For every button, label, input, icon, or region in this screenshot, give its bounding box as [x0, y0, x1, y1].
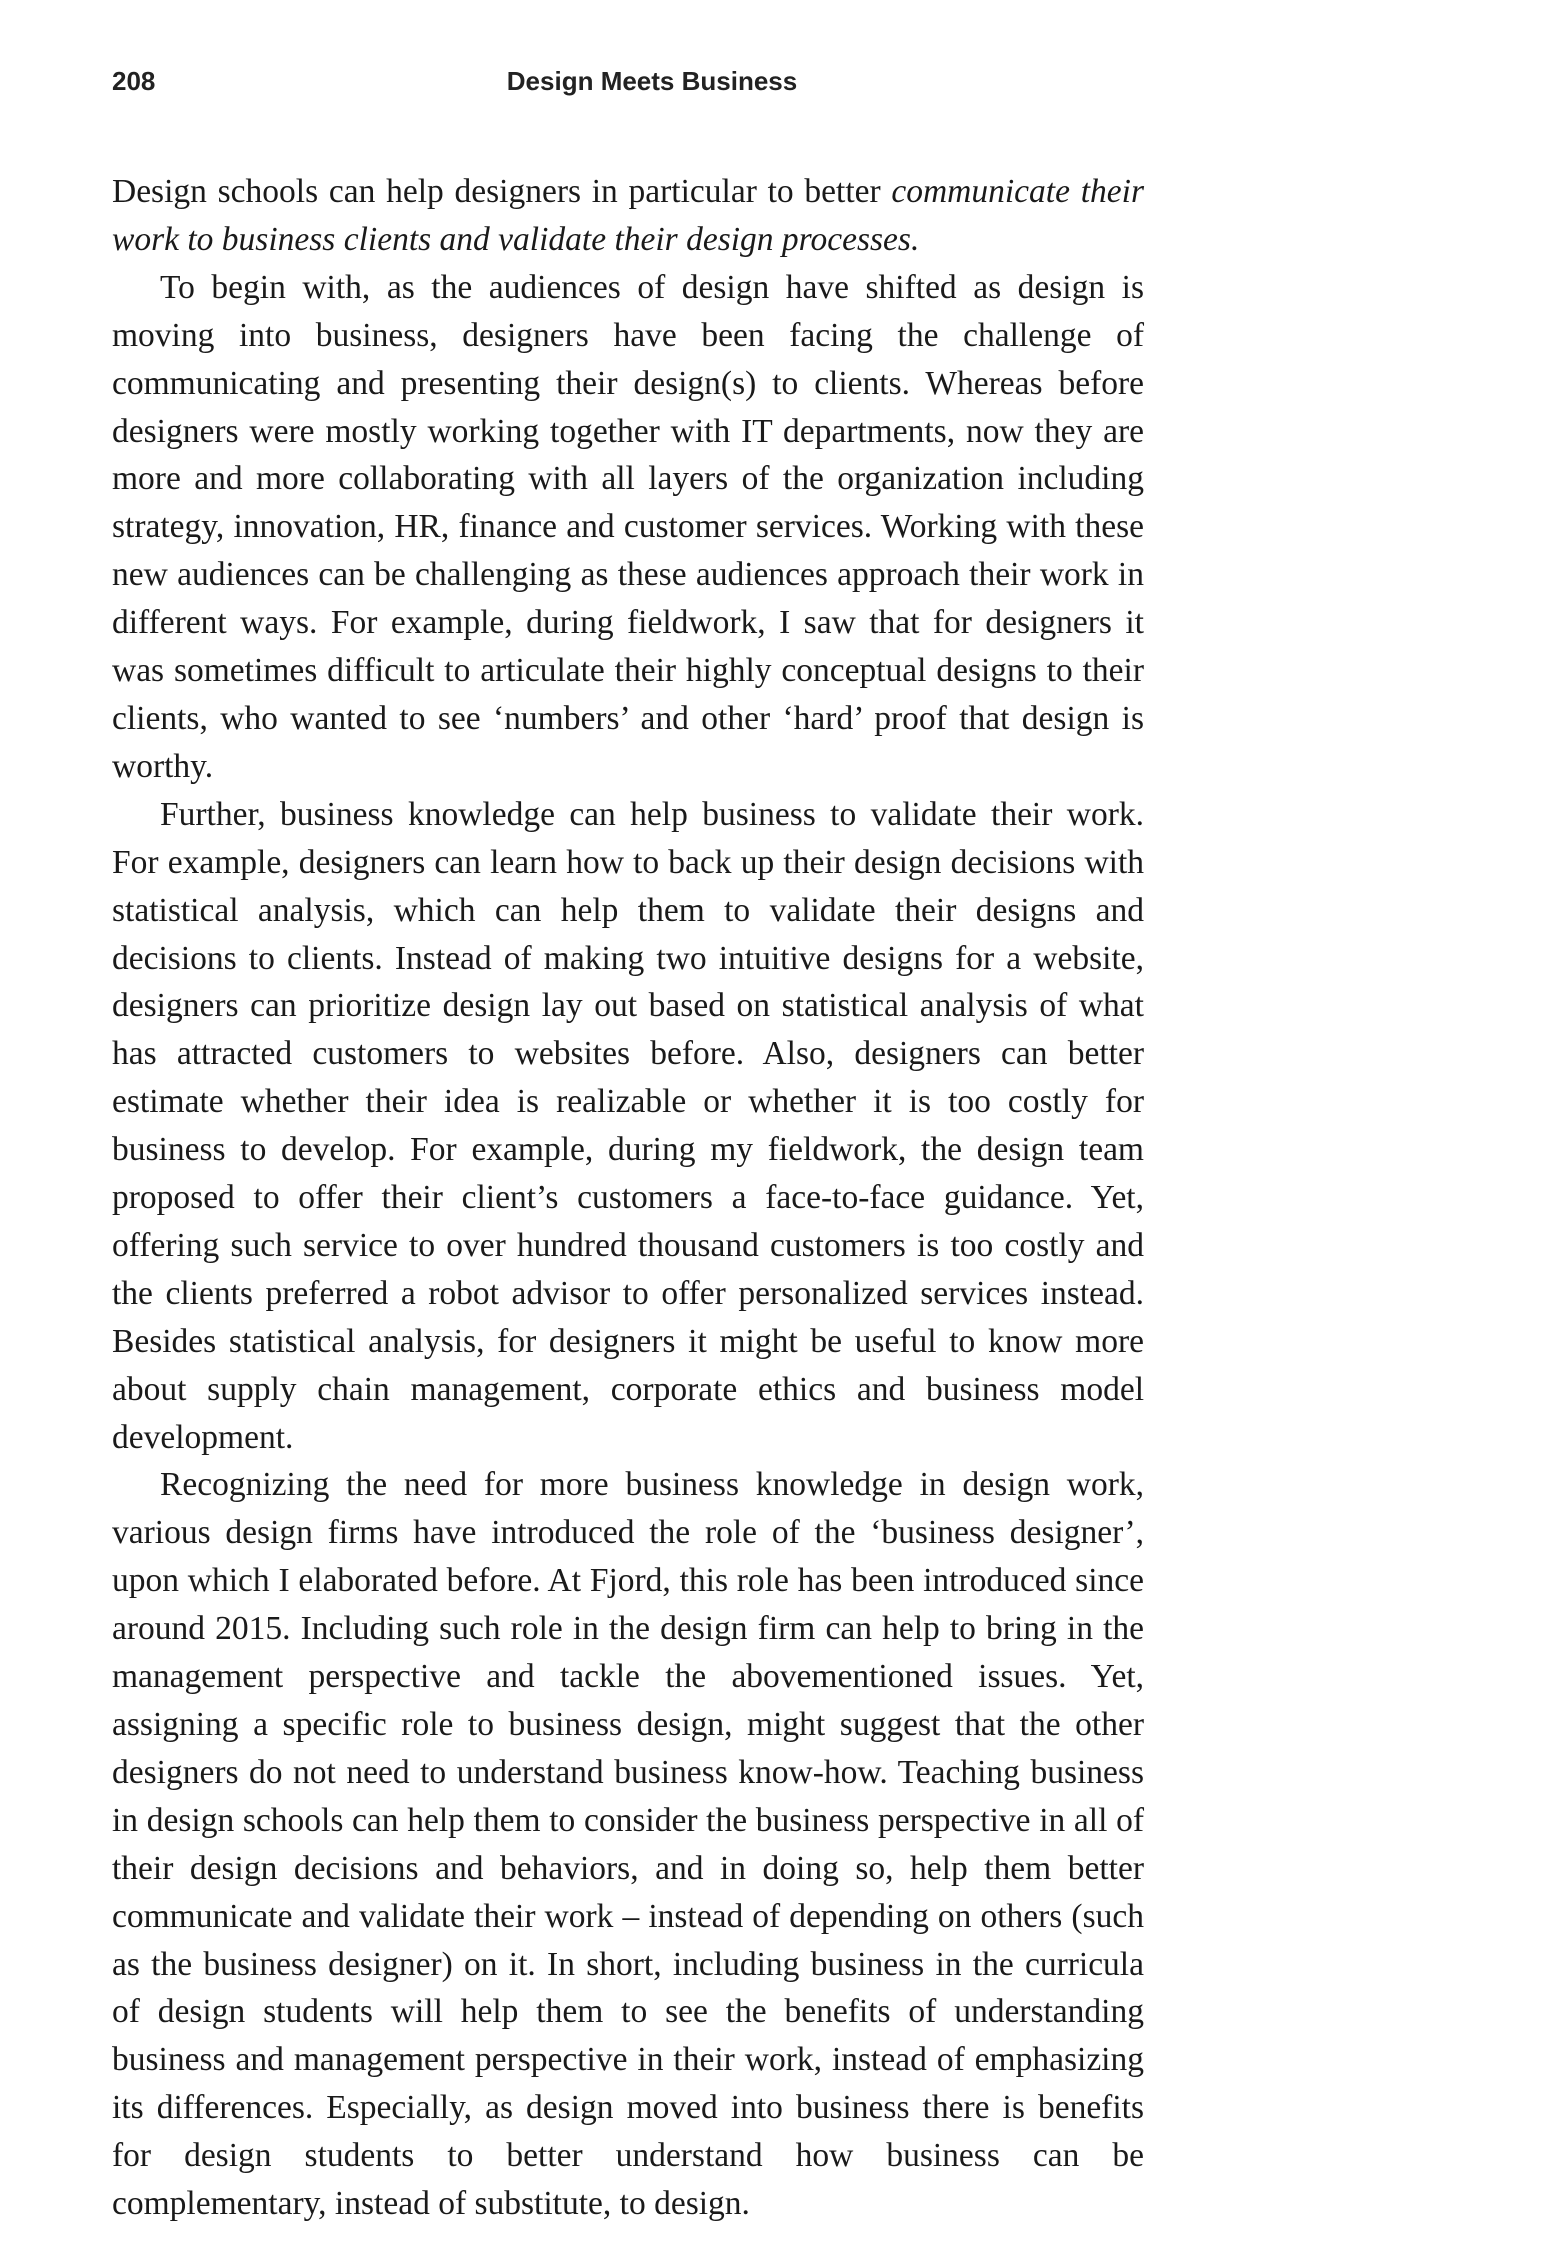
body-text — [112, 168, 1144, 2228]
intro-plain-text: Design schools can help designers in particular to better — [112, 173, 892, 210]
running-title: Design Meets Business — [506, 66, 798, 96]
paragraph-audiences: To begin with, as the audiences of design have shifted as design is moving into business, designers have been facing the challenge of communicating and presenting their design(s) to clients. Whereas before designers were mostly working together with IT departments, now they are more and more collaborating with all layers of the organization including strategy, innovation, HR, finance and customer services. Working with these new audiences can be challenging as these audiences approach their work in different ways. For example, during fieldwork, I saw that for designers it was sometimes difficult to articulate their highly conceptual designs to their clients, who wanted to see ‘numbers’ and other ‘hard’ proof that design is worthy. — [112, 268, 1144, 785]
paragraph-business-designer: Recognizing the need for more business knowledge in design work, various design firms have introduced the role of the ‘business designer’, upon which I elaborated before. At Fjord, this role has been introduced since around 2015. Including such role in the design firm can help to bring in the management perspective and tackle the abovementioned issues. Yet, assigning a specific role to business design, might suggest that the other designers do not need to understand business know-how. Teaching business in design schools can help them to consider the business perspective in all of their design decisions and behaviors, and in doing so, help them better communicate and validate their work – instead of depending on others (such as the business designer) on it. In short, including business in the curricula of design students will help them to see the benefits of understanding business and management perspective in their work, instead of emphasizing its differences. Especially, as design moved into business there is benefits for design students to better understand how business can be complementary, instead of substitute, to design. — [112, 1466, 1144, 2223]
running-header — [112, 66, 1144, 106]
page-number: 208 — [112, 66, 156, 96]
intro-italic-text: communicate their work to business clients and validate their design processes. — [112, 173, 1144, 258]
paragraph-business-knowledge: Further, business knowledge can help business to validate their work. For example, designers can learn how to back up their design decisions with statistical analysis, which can help them to validate their designs and decisions to clients. Instead of making two intuitive designs for a website, designers can prioritize design lay out based on statistical analysis of what has attracted customers to websites before. Also, designers can better estimate whether their idea is realizable or whether it is too costly for business to develop. For example, during my fieldwork, the design team proposed to offer their client’s customers a face-to-face guidance. Yet, offering such service to over hundred thousand customers is too costly and the clients preferred a robot advisor to offer personalized services instead. Besides statistical analysis, for designers it might be useful to know more about supply chain management, corporate ethics and business model development. — [112, 795, 1144, 1456]
paragraph-intro — [112, 168, 1144, 264]
